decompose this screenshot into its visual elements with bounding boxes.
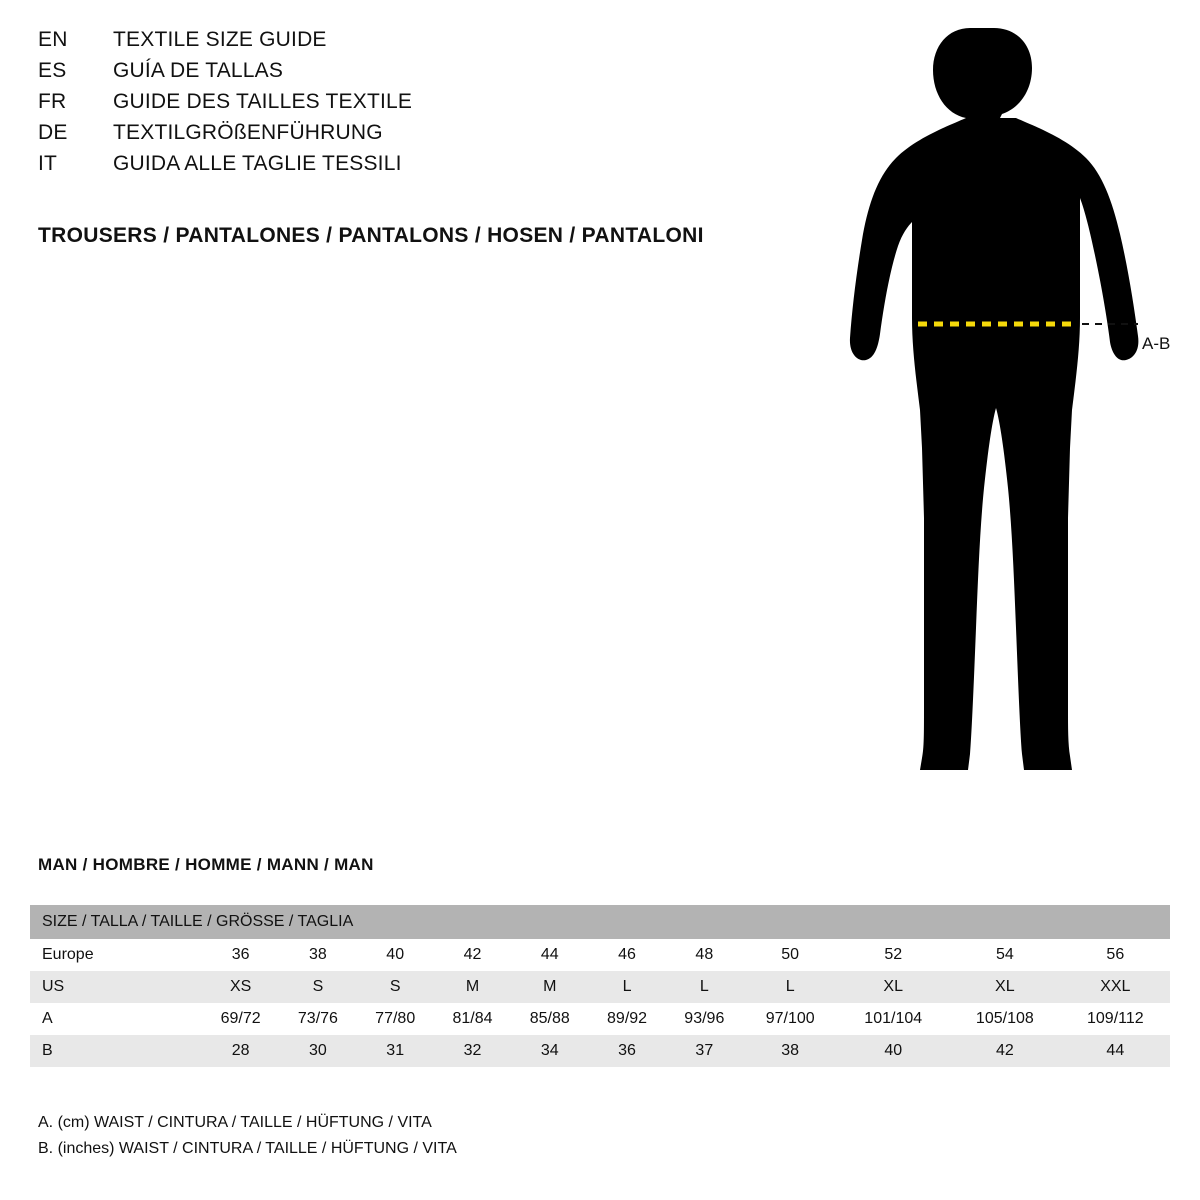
language-title: GUIDA ALLE TAGLIE TESSILI xyxy=(113,152,402,175)
table-cell: 32 xyxy=(434,1035,511,1067)
table-cell: 85/88 xyxy=(511,1003,588,1035)
row-label: A xyxy=(30,1003,202,1035)
language-title: GUÍA DE TALLAS xyxy=(113,59,284,82)
language-code: IT xyxy=(38,152,58,175)
table-cell: 109/112 xyxy=(1061,1003,1170,1035)
language-row xyxy=(38,28,838,59)
table-cell: L xyxy=(666,971,743,1003)
measure-label-ab: A-B xyxy=(1142,334,1171,353)
table-cell: 81/84 xyxy=(434,1003,511,1035)
table-cell: L xyxy=(588,971,665,1003)
table-cell: M xyxy=(434,971,511,1003)
row-label: Europe xyxy=(30,939,202,971)
language-title: TEXTILE SIZE GUIDE xyxy=(113,28,327,51)
language-code: DE xyxy=(38,121,68,144)
language-code: ES xyxy=(38,59,67,82)
table-row xyxy=(30,1003,1170,1035)
table-cell: 73/76 xyxy=(279,1003,356,1035)
table-header-row xyxy=(30,905,1170,939)
table-cell: S xyxy=(357,971,434,1003)
table-row xyxy=(30,971,1170,1003)
table-cell: 56 xyxy=(1061,939,1170,971)
table-cell: 40 xyxy=(837,1035,949,1067)
table-cell: 37 xyxy=(666,1035,743,1067)
language-row xyxy=(38,59,838,90)
row-label: B xyxy=(30,1035,202,1067)
language-row xyxy=(38,121,838,152)
table-cell: XL xyxy=(837,971,949,1003)
table-cell: 40 xyxy=(357,939,434,971)
table-section-title: MAN / HOMBRE / HOMME / MANN / MAN xyxy=(38,855,374,874)
table-cell: 38 xyxy=(743,1035,837,1067)
table-cell: 30 xyxy=(279,1035,356,1067)
table-cell: 54 xyxy=(949,939,1061,971)
table-cell: 89/92 xyxy=(588,1003,665,1035)
table-cell: 46 xyxy=(588,939,665,971)
row-label: US xyxy=(30,971,202,1003)
table-row xyxy=(30,1035,1170,1067)
language-title: GUIDE DES TAILLES TEXTILE xyxy=(113,90,413,113)
language-code: FR xyxy=(38,90,67,113)
garment-type-title: TROUSERS / PANTALONES / PANTALONS / HOSEN / PANTALONI xyxy=(38,224,704,247)
male-silhouette-figure xyxy=(820,18,1190,788)
table-cell: 48 xyxy=(666,939,743,971)
table-cell: 36 xyxy=(588,1035,665,1067)
table-cell: 97/100 xyxy=(743,1003,837,1035)
table-cell: 77/80 xyxy=(357,1003,434,1035)
table-cell: S xyxy=(279,971,356,1003)
footnote-b: B. (inches) WAIST / CINTURA / TAILLE / HÜFTUNG / VITA xyxy=(38,1140,457,1157)
footnote-a: A. (cm) WAIST / CINTURA / TAILLE / HÜFTUNG / VITA xyxy=(38,1114,432,1131)
silhouette-icon xyxy=(820,18,1190,788)
table-cell: 36 xyxy=(202,939,279,971)
table-cell: 28 xyxy=(202,1035,279,1067)
table-cell: M xyxy=(511,971,588,1003)
table-cell: 52 xyxy=(837,939,949,971)
table-cell: 44 xyxy=(511,939,588,971)
table-cell: 50 xyxy=(743,939,837,971)
table-cell: XL xyxy=(949,971,1061,1003)
table-cell: 101/104 xyxy=(837,1003,949,1035)
language-row xyxy=(38,90,838,121)
table-row xyxy=(30,939,1170,971)
size-table xyxy=(30,905,1170,1067)
table-cell: 44 xyxy=(1061,1035,1170,1067)
table-header-label: SIZE / TALLA / TAILLE / GRÖSSE / TAGLIA xyxy=(30,905,1170,939)
table-cell: 38 xyxy=(279,939,356,971)
table-cell: L xyxy=(743,971,837,1003)
table-cell: 42 xyxy=(434,939,511,971)
table-cell: XS xyxy=(202,971,279,1003)
table-cell: 42 xyxy=(949,1035,1061,1067)
language-code: EN xyxy=(38,28,68,51)
language-title: TEXTILGRÖßENFÜHRUNG xyxy=(113,121,383,144)
language-title-block xyxy=(38,28,838,183)
table-cell: 69/72 xyxy=(202,1003,279,1035)
table-cell: 31 xyxy=(357,1035,434,1067)
table-cell: XXL xyxy=(1061,971,1170,1003)
footnotes-block xyxy=(38,1110,457,1162)
table-cell: 34 xyxy=(511,1035,588,1067)
language-row xyxy=(38,152,838,183)
table-cell: 105/108 xyxy=(949,1003,1061,1035)
table-cell: 93/96 xyxy=(666,1003,743,1035)
